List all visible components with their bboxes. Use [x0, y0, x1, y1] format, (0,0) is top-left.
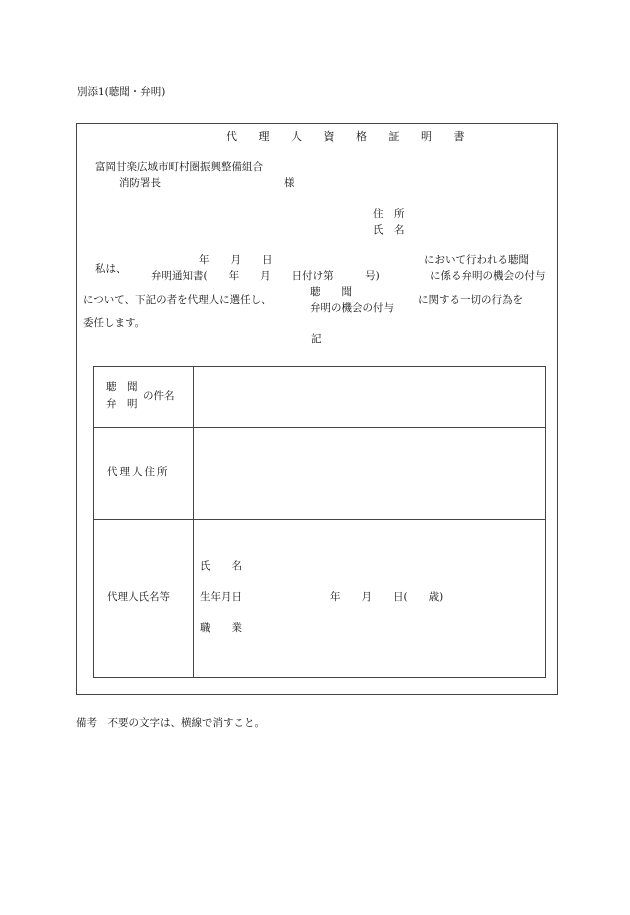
body-line2-prefix: について、下記の者を代理人に選任し、	[83, 294, 272, 306]
body-watashi: 私は、	[95, 263, 127, 275]
addressee-honorific: 様	[284, 177, 295, 189]
body-held-text: において行われる聴聞	[424, 254, 529, 266]
addressee-title: 消防署長	[119, 177, 161, 189]
form-title: 代 理 人 資 格 証 明 書	[226, 130, 474, 143]
addressee-org: 富岡甘楽広域市町村圏振興整備組合	[95, 161, 263, 173]
row3-dob-label: 生年月日	[200, 591, 242, 603]
row1-label-suffix: の件名	[143, 390, 175, 402]
row2-label: 代理人住所	[107, 466, 170, 478]
row3-name-label: 氏 名	[200, 560, 242, 572]
row3-label: 代理人氏名等	[107, 591, 170, 603]
applicant-name-label: 氏 名	[373, 224, 405, 236]
body-choice-hearing: 聴 聞	[310, 286, 352, 298]
body-choice-defense: 弁明の機会の付与	[310, 302, 394, 314]
row1-label-bottom: 弁 明	[106, 398, 138, 410]
table-column-divider	[193, 367, 194, 677]
body-line2-suffix: に関する一切の行為を	[418, 294, 523, 306]
body-ki: 記	[311, 333, 322, 345]
row3-dob-value: 年 月 日( 歳)	[330, 591, 444, 603]
table-row-divider	[94, 519, 545, 520]
body-line3: 委任します。	[83, 317, 146, 329]
proxy-table	[93, 366, 546, 678]
attachment-label: 別添1(聴聞・弁明)	[77, 86, 166, 98]
row1-label-top: 聴 聞	[106, 381, 138, 393]
body-related-text: に係る弁明の機会の付与	[430, 270, 546, 282]
body-date-line: 年 月 日	[199, 254, 273, 266]
applicant-address-label: 住 所	[373, 208, 405, 220]
note: 備考 不要の文字は、横線で消すこと。	[76, 717, 265, 729]
row3-job-label: 職 業	[200, 622, 242, 634]
body-notice-doc: 弁明通知書( 年 月 日付け第 号)	[151, 270, 380, 282]
table-row-divider	[94, 427, 545, 428]
